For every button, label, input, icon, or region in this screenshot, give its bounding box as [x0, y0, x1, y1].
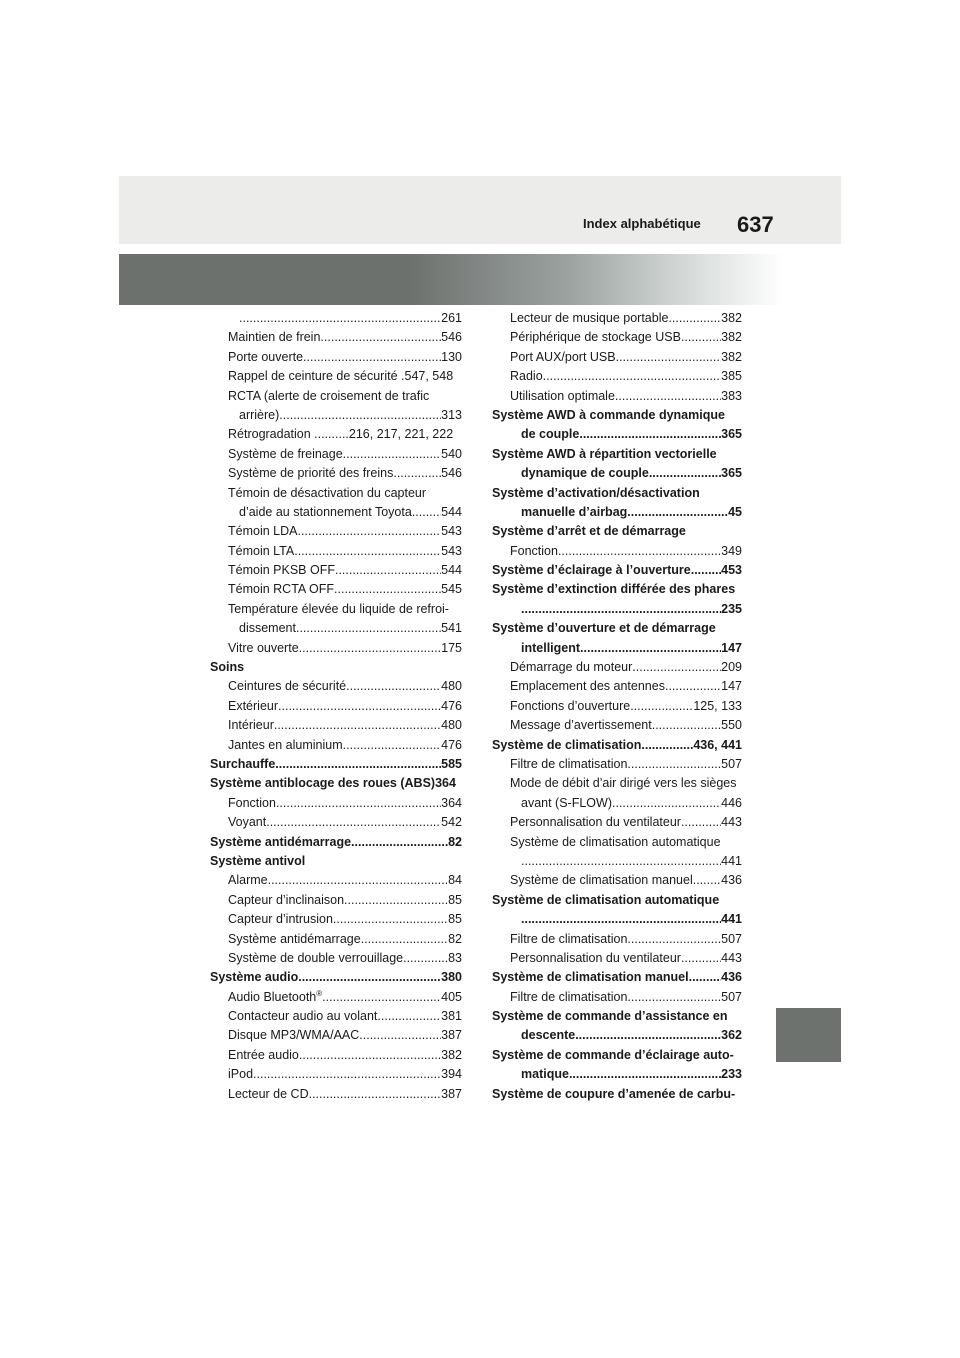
entry-label: intelligent: [521, 640, 581, 655]
index-sub-entry: [210, 387, 462, 406]
index-sub-entry: [492, 774, 742, 793]
dot-leader: [266, 813, 441, 832]
dot-leader: [569, 1065, 721, 1084]
entry-label: Jantes en aluminium: [228, 737, 343, 752]
entry-page: 147: [721, 640, 742, 655]
index-sub-entry: [492, 542, 742, 561]
dot-leader: [361, 930, 448, 949]
entry-label: Vitre ouverte: [228, 640, 299, 655]
entry-label: de couple: [521, 427, 580, 442]
index-main-entry: [492, 968, 742, 987]
entry-page: 544: [441, 504, 462, 519]
index-sub-entry: [210, 813, 462, 832]
entry-label: Emplacement des antennes: [510, 679, 665, 694]
dot-leader: [627, 755, 721, 774]
entry-label: Rappel de ceinture de sécurité .547, 548: [228, 369, 454, 384]
index-sub-entry: [492, 697, 742, 716]
entry-label: Témoin RCTA OFF: [228, 582, 335, 597]
entry-label: Extérieur: [228, 698, 279, 713]
entry-page: 436: [721, 970, 742, 985]
entry-page: 541: [441, 621, 462, 636]
entry-page: 544: [441, 563, 462, 578]
entry-page: 443: [721, 815, 742, 830]
index-main-entry: [492, 580, 742, 599]
index-sub-entry: [492, 348, 742, 367]
entry-page: 313: [441, 407, 462, 422]
entry-label: Périphérique de stockage USB: [510, 330, 681, 345]
index-sub-entry: [210, 503, 462, 522]
index-sub-entry: [210, 619, 462, 638]
index-sub-entry: [210, 445, 462, 464]
dot-leader: [334, 580, 441, 599]
entry-page: 382: [721, 311, 742, 325]
dot-leader: [558, 542, 721, 561]
index-sub-entry: [210, 309, 462, 328]
index-sub-entry: [492, 910, 742, 929]
dot-leader: [276, 794, 441, 813]
entry-page: 175: [441, 640, 462, 655]
index-sub-entry: [210, 348, 462, 367]
dot-leader: [668, 309, 721, 328]
dot-leader: [521, 600, 721, 619]
dot-leader: [322, 988, 441, 1007]
entry-label: Fonctions d’ouverture: [510, 698, 631, 713]
entry-page: 394: [441, 1067, 462, 1082]
entry-page: 405: [441, 989, 462, 1004]
entry-page: 387: [441, 1086, 462, 1101]
entry-label: Contacteur audio au volant: [228, 1009, 378, 1024]
index-sub-entry: [492, 833, 742, 852]
index-main-entry: [492, 1085, 742, 1104]
index-sub-entry: [210, 522, 462, 541]
entry-label: iPod: [228, 1067, 254, 1082]
entry-label: Système de double verrouillage: [228, 950, 404, 965]
dot-leader: [268, 871, 449, 890]
dot-leader: [393, 464, 441, 483]
index-sub-entry: [210, 580, 462, 599]
entry-label: Radio: [510, 369, 543, 384]
entry-label: Porte ouverte: [228, 349, 304, 364]
index-column-left: [210, 309, 462, 1104]
entry-label: Capteur d’inclinaison: [228, 892, 345, 907]
entry-page: 235: [721, 601, 742, 616]
index-sub-entry: [210, 425, 462, 444]
dot-leader: [359, 1026, 441, 1045]
index-sub-entry: [210, 677, 462, 696]
entry-page: 82: [448, 931, 462, 946]
entry-label: d’aide au stationnement Toyota: [239, 504, 412, 519]
dot-leader: [351, 833, 448, 852]
dot-leader: [343, 736, 441, 755]
dot-leader: [403, 949, 448, 968]
entry-label: Disque MP3/WMA/AAC: [228, 1028, 360, 1043]
dot-leader: [343, 445, 441, 464]
entry-label: Audio Bluetooth®: [228, 988, 323, 1004]
index-sub-entry: [492, 794, 742, 813]
entry-label: Lecteur de CD: [228, 1086, 309, 1101]
entry-label: Personnalisation du ventilateur: [510, 950, 681, 965]
index-sub-entry: [492, 755, 742, 774]
index-sub-entry: [210, 328, 462, 347]
entry-label: dissement: [239, 621, 296, 636]
dot-leader: [299, 639, 441, 658]
entry-label: Filtre de climatisation: [510, 931, 628, 946]
dot-leader: [580, 639, 721, 658]
index-sub-entry: [210, 871, 462, 890]
entry-page: 480: [441, 718, 462, 733]
dot-leader: [297, 522, 441, 541]
dot-leader: [320, 328, 441, 347]
dot-leader: [627, 988, 721, 1007]
entry-page: 540: [441, 446, 462, 461]
index-sub-entry: [492, 949, 742, 968]
entry-label: Fonction: [228, 795, 276, 810]
index-sub-entry: [492, 988, 742, 1007]
entry-page: 233: [721, 1067, 742, 1082]
index-sub-entry: [492, 367, 742, 386]
entry-page: 45: [728, 504, 742, 519]
entry-page: 362: [721, 1028, 742, 1043]
dot-leader: [278, 697, 441, 716]
index-sub-entry: [492, 600, 742, 619]
dot-leader: [253, 1065, 441, 1084]
dot-leader: [627, 930, 721, 949]
index-column-right: [492, 309, 742, 1104]
entry-page: 83: [448, 950, 462, 965]
entry-label: Surchauffe: [210, 756, 276, 771]
entry-label: Soins: [210, 660, 245, 675]
entry-label: Système d’ouverture et de démarrage: [492, 621, 716, 636]
dot-leader: [346, 677, 441, 696]
entry-label: Voyant: [228, 815, 267, 830]
dot-leader: [652, 716, 721, 735]
entry-label: Système de climatisation automatique: [492, 892, 720, 907]
entry-page: 453: [721, 563, 742, 578]
entry-page: 546: [441, 330, 462, 345]
entry-page: 443: [721, 950, 742, 965]
entry-page: 441: [721, 912, 742, 927]
entry-page: 507: [721, 989, 742, 1004]
entry-label: Alarme: [228, 873, 268, 888]
entry-page: 436, 441: [693, 737, 742, 752]
dot-leader: [303, 348, 441, 367]
entry-page: 382: [721, 330, 742, 345]
entry-label: dynamique de couple: [521, 466, 649, 481]
dot-leader: [309, 1085, 442, 1104]
entry-page: 381: [441, 1009, 462, 1024]
section-title: Index alphabétique: [583, 216, 701, 231]
entry-page: 476: [441, 698, 462, 713]
entry-label: Température élevée du liquide de refroi-: [228, 601, 449, 616]
entry-label: Maintien de frein: [228, 330, 321, 345]
index-sub-entry: [492, 309, 742, 328]
entry-label: Système de coupure d’amenée de carbu-: [492, 1086, 736, 1101]
index-sub-entry: [210, 988, 462, 1007]
index-main-entry: [492, 484, 742, 503]
entry-label: Ceintures de sécurité: [228, 679, 347, 694]
index-sub-entry: [210, 1026, 462, 1045]
entry-label: Système AWD à commande dynamique: [492, 407, 725, 422]
entry-label: avant (S-FLOW): [521, 795, 612, 810]
index-sub-entry: [210, 716, 462, 735]
dot-leader: [239, 309, 441, 328]
dot-leader: [691, 561, 721, 580]
index-sub-entry: [492, 425, 742, 444]
index-sub-entry: [492, 503, 742, 522]
index-main-entry: [210, 852, 462, 871]
entry-label: Utilisation optimale: [510, 388, 615, 403]
index-main-entry: [210, 658, 462, 677]
index-sub-entry: [210, 794, 462, 813]
index-main-entry: [492, 561, 742, 580]
index-sub-entry: [492, 658, 742, 677]
dot-leader: [335, 561, 441, 580]
index-main-entry: [210, 755, 462, 774]
entry-page: 546: [441, 466, 462, 481]
index-main-entry: [492, 406, 742, 425]
entry-label: Système de commande d’assistance en: [492, 1009, 728, 1024]
entry-label: Démarrage du moteur: [510, 660, 633, 675]
entry-label: Mode de débit d’air dirigé vers les sièges: [510, 776, 737, 791]
entry-label: Système AWD à répartition vectorielle: [492, 446, 717, 461]
index-sub-entry: [210, 949, 462, 968]
dot-leader: [279, 406, 441, 425]
index-sub-entry: [210, 600, 462, 619]
dot-leader: [689, 968, 722, 987]
header-bar: [119, 176, 841, 244]
entry-page: 349: [721, 543, 742, 558]
entry-page: 382: [441, 1047, 462, 1062]
index-sub-entry: [210, 1065, 462, 1084]
entry-page: 364: [441, 795, 462, 810]
entry-label: Témoin de désactivation du capteur: [228, 485, 427, 500]
index-sub-entry: [492, 1026, 742, 1045]
index-sub-entry: [492, 716, 742, 735]
index-sub-entry: [210, 697, 462, 716]
entry-label: Intérieur: [228, 718, 274, 733]
entry-page: 209: [721, 660, 742, 675]
entry-label: Système d’éclairage à l’ouverture: [492, 563, 691, 578]
entry-page: 365: [721, 427, 742, 442]
entry-label: Personnalisation du ventilateur: [510, 815, 681, 830]
entry-label: Système de climatisation: [492, 737, 642, 752]
index-sub-entry: [492, 387, 742, 406]
entry-label: Témoin LDA: [228, 524, 298, 539]
chapter-tab: [776, 1008, 841, 1062]
dot-leader: [615, 387, 721, 406]
dot-leader: [630, 697, 693, 716]
index-main-entry: [492, 736, 742, 755]
page-number: 637: [737, 212, 774, 237]
entry-page: 261: [441, 311, 462, 325]
entry-label: Système d’arrêt et de démarrage: [492, 524, 686, 539]
index-sub-entry: [492, 1065, 742, 1084]
index-sub-entry: [492, 930, 742, 949]
entry-label: matique: [521, 1067, 569, 1082]
entry-page: 382: [721, 349, 742, 364]
index-sub-entry: [492, 639, 742, 658]
index-main-entry: [492, 445, 742, 464]
dot-leader: [575, 1026, 721, 1045]
dot-leader: [641, 736, 693, 755]
index-sub-entry: [210, 910, 462, 929]
entry-page: 543: [441, 543, 462, 558]
dot-leader: [344, 891, 448, 910]
entry-label: Rétrogradation ..........216, 217, 221, 222: [228, 427, 454, 442]
index-sub-entry: [210, 484, 462, 503]
entry-label: Filtre de climatisation: [510, 756, 628, 771]
index-sub-entry: [492, 871, 742, 890]
entry-page: 476: [441, 737, 462, 752]
entry-page: 387: [441, 1028, 462, 1043]
dot-leader: [612, 794, 721, 813]
entry-label: Système d’extinction différée des phares: [492, 582, 736, 597]
entry-label: Capteur d’intrusion: [228, 912, 333, 927]
entry-label: Fonction: [510, 543, 558, 558]
index-sub-entry: [210, 891, 462, 910]
index-main-entry: [210, 968, 462, 987]
dot-leader: [298, 968, 441, 987]
entry-label: Témoin PKSB OFF: [228, 563, 335, 578]
entry-page: 480: [441, 679, 462, 694]
index-sub-entry: [210, 639, 462, 658]
entry-label: Système de commande d’éclairage auto-: [492, 1047, 734, 1062]
index-sub-entry: [492, 464, 742, 483]
entry-page: 545: [441, 582, 462, 597]
index-main-entry: [492, 619, 742, 638]
index-main-entry: [492, 522, 742, 541]
entry-label: Système de freinage: [228, 446, 343, 461]
entry-label: Système antidémarrage: [228, 931, 361, 946]
dot-leader: [377, 1007, 441, 1026]
index-main-entry: [210, 833, 462, 852]
entry-label: Message d’avertissement: [510, 718, 652, 733]
entry-label: Système audio: [210, 970, 299, 985]
entry-page: 446: [721, 795, 742, 810]
entry-page: 85: [448, 912, 462, 927]
index-sub-entry: [210, 406, 462, 425]
entry-label: Système de climatisation manuel: [510, 873, 693, 888]
dot-leader: [579, 425, 721, 444]
index-sub-entry: [492, 677, 742, 696]
entry-label: Système d’activation/désactivation: [492, 485, 700, 500]
entry-page: 130: [441, 349, 462, 364]
entry-page: 507: [721, 756, 742, 771]
entry-label: manuelle d’airbag: [521, 504, 628, 519]
dot-leader: [299, 1046, 441, 1065]
dot-leader: [294, 542, 441, 561]
index-sub-entry: [492, 813, 742, 832]
dot-leader: [616, 348, 722, 367]
entry-label: Système antiblocage des roues (ABS)364: [210, 776, 456, 791]
entry-page: 507: [721, 931, 742, 946]
dot-leader: [296, 619, 441, 638]
dot-leader: [274, 716, 441, 735]
dot-leader: [521, 910, 721, 929]
entry-page: 85: [448, 892, 462, 907]
entry-page: 436: [721, 873, 742, 888]
entry-page: 380: [441, 970, 462, 985]
entry-page: 383: [721, 388, 742, 403]
decorative-band: [119, 254, 841, 305]
entry-page: 125, 133: [693, 698, 742, 713]
dot-leader: [521, 852, 721, 871]
index-sub-entry: [210, 736, 462, 755]
dot-leader: [412, 503, 441, 522]
entry-label: Système de climatisation automatique: [510, 834, 721, 849]
dot-leader: [681, 949, 721, 968]
dot-leader: [665, 677, 721, 696]
entry-page: 550: [721, 718, 742, 733]
entry-label: Système antivol: [210, 853, 306, 868]
index-sub-entry: [210, 464, 462, 483]
index-main-entry: [210, 774, 462, 793]
entry-label: Lecteur de musique portable: [510, 311, 669, 325]
index-sub-entry: [210, 561, 462, 580]
dot-leader: [333, 910, 448, 929]
entry-label: arrière): [239, 407, 280, 422]
index-sub-entry: [210, 1007, 462, 1026]
entry-page: 84: [448, 873, 462, 888]
entry-page: 385: [721, 369, 742, 384]
index-sub-entry: [492, 852, 742, 871]
index-sub-entry: [210, 367, 462, 386]
index-main-entry: [492, 1007, 742, 1026]
entry-label: Système de priorité des freins: [228, 466, 394, 481]
entry-label: Témoin LTA: [228, 543, 295, 558]
dot-leader: [681, 813, 721, 832]
entry-label: Système de climatisation manuel: [492, 970, 689, 985]
dot-leader: [543, 367, 721, 386]
entry-page: 543: [441, 524, 462, 539]
dot-leader: [649, 464, 721, 483]
entry-page: 441: [721, 853, 742, 868]
dot-leader: [627, 503, 728, 522]
index-main-entry: [492, 891, 742, 910]
entry-label: Port AUX/port USB: [510, 349, 616, 364]
entry-label: Entrée audio: [228, 1047, 299, 1062]
entry-page: 585: [441, 756, 462, 771]
entry-label: descente: [521, 1028, 576, 1043]
index-sub-entry: [492, 328, 742, 347]
entry-page: 147: [721, 679, 742, 694]
index-sub-entry: [210, 542, 462, 561]
index-sub-entry: [210, 1046, 462, 1065]
entry-label: RCTA (alerte de croisement de trafic: [228, 388, 430, 403]
entry-label: Filtre de climatisation: [510, 989, 628, 1004]
entry-page: 82: [448, 834, 462, 849]
dot-leader: [693, 871, 721, 890]
entry-page: 365: [721, 466, 742, 481]
index-sub-entry: [210, 930, 462, 949]
dot-leader: [632, 658, 721, 677]
index-main-entry: [492, 1046, 742, 1065]
dot-leader: [681, 328, 721, 347]
dot-leader: [275, 755, 441, 774]
index-sub-entry: [210, 1085, 462, 1104]
entry-page: 542: [441, 815, 462, 830]
entry-label: Système antidémarrage: [210, 834, 352, 849]
